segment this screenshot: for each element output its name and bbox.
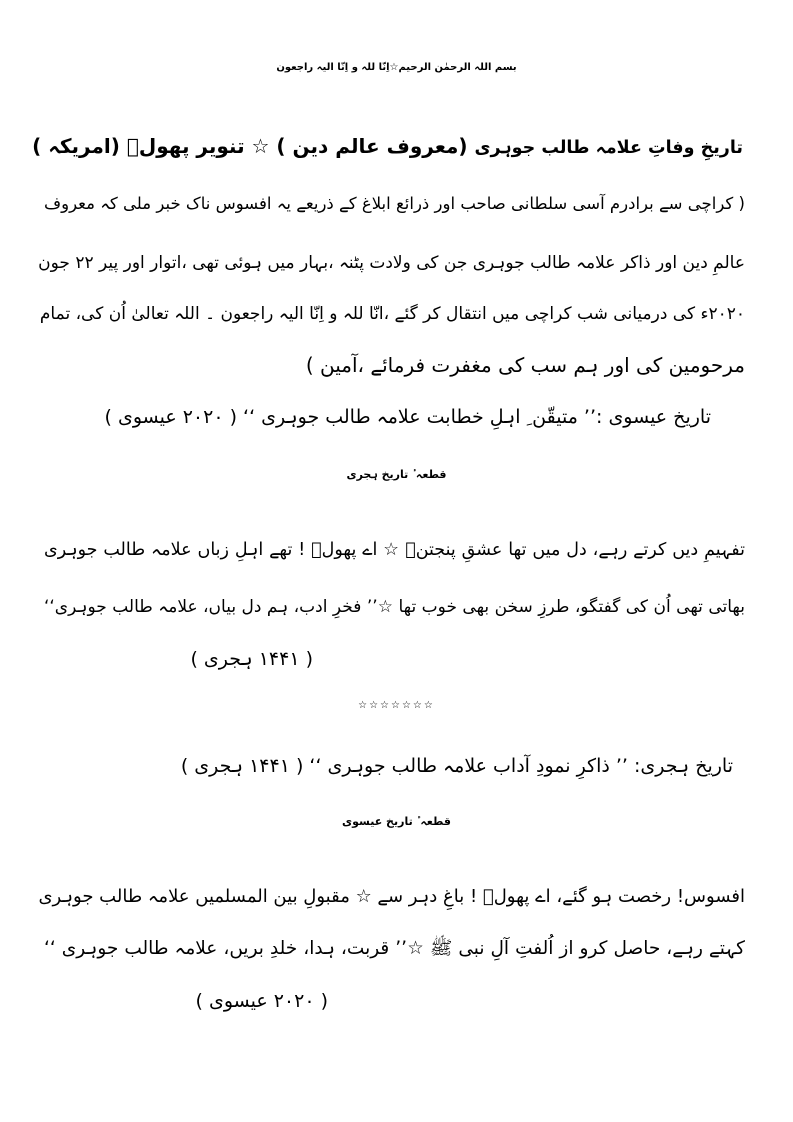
tarikh-isvi-line: تاریخ عیسوی :’’ متیقّن ِ اہلِ خطابت علامہ طالب جوہری ‘‘ ( ۲۰۲۰ عیسوی ) xyxy=(104,406,711,428)
qita-isvi-heading: قطعہ ٔ تاریخ عیسوی xyxy=(342,815,451,828)
qita-hijri-heading: قطعہ ٔ تاریخ ہجری xyxy=(346,468,447,481)
page-title xyxy=(32,134,743,158)
intro-line-2: عالمِ دین اور ذاکر علامہ طالب جوہری جن کی ولادت پٹنہ ،بہار میں ہوئی تھی ،اتوار اور پیر ۲۲ جون xyxy=(38,253,745,273)
title-main: تاریخِ وفاتِ علامہ طالب جوہری xyxy=(474,138,743,158)
intro-line-3: ۲۰۲۰ء کی درمیانی شب کراچی میں انتقال کر گئے ،انّا للہ و اِنّا الیہ راجعون ۔ اللہ تعالیٰ اُن کی، تمام xyxy=(39,304,745,324)
qita-isvi-line-2: کہتے رہے، حاصل کرو از اُلفتِ آلِ نبی ﷺ ☆’’ قربت، ہدا، خلدِ بریں، علامہ طالب جوہری ‘‘ xyxy=(44,938,745,959)
qita-isvi-line-1: افسوس! رخصت ہو گئے، اے پھولؔ ! باغِ دہر سے ☆ مقبولِ بین المسلمیں علامہ طالب جوہری xyxy=(38,886,745,907)
title-sub: (معروف عالم دین ) ☆ تنویر پھولؔ (امریکہ ) xyxy=(32,134,475,158)
intro-line-4: مرحومین کی اور ہم سب کی مغفرت فرمائے ،آمین ) xyxy=(305,353,745,377)
qita-isvi-year: ( ۲۰۲۰ عیسوی ) xyxy=(195,990,328,1012)
qita-hijri-line-2: بھاتی تھی اُن کی گفتگو، طرزِ سخن بھی خوب تھا ☆’’ فخرِ ادب، ہم دل بیاں، علامہ طالب جوہری‘‘ xyxy=(44,597,745,617)
intro-line-1: ( کراچی سے برادرم آسی سلطانی صاحب اور ذرائع ابلاغ کے ذریعے یہ افسوس ناک خبر ملی کہ معروف xyxy=(44,194,745,213)
qita-hijri-year: ( ۱۴۴۱ ہجری ) xyxy=(190,648,313,670)
tarikh-hijri-line: تاریخ ہجری: ’’ ذاکرِ نمودِ آداب علامہ طالب جوہری ‘‘ ( ۱۴۴۱ ہجری ) xyxy=(180,755,733,777)
star-separator: ☆☆☆☆☆☆☆ xyxy=(358,700,435,711)
bismillah-line: بسم اللہ الرحمٰن الرحیم☆اِنّا للہ و اِنّا الیہ راجعون xyxy=(276,62,517,73)
qita-hijri-line-1: تفہیمِ دیں کرتے رہے، دل میں تھا عشقِ پنجتنؑ ☆ اے پھولؔ ! تھے اہلِ زباں علامہ طالب جوہری xyxy=(44,540,745,560)
